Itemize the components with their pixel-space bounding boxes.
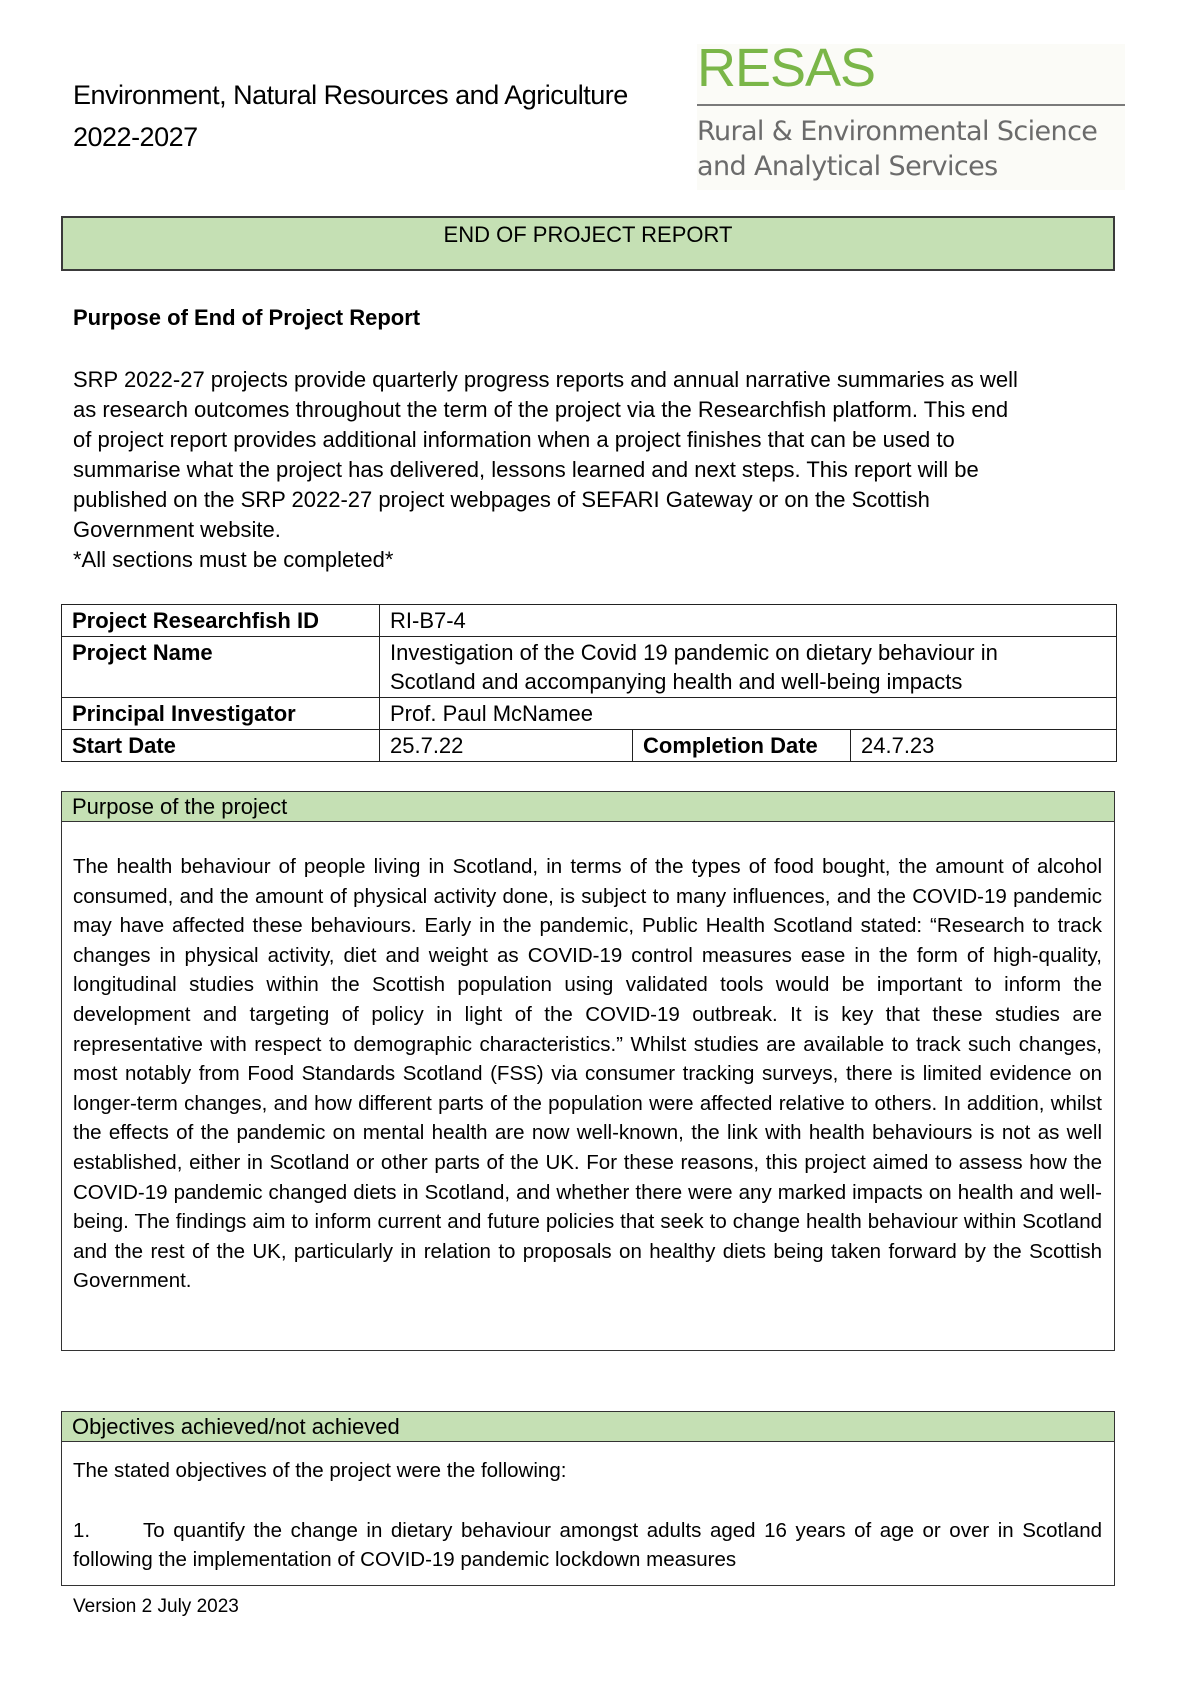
header-title-line1: Environment, Natural Resources and Agriculture	[73, 80, 628, 110]
logo-divider	[697, 104, 1125, 106]
table-row	[62, 605, 1117, 637]
objective-number: 1.	[73, 1518, 91, 1542]
version-footer: Version 2 July 2023	[73, 1596, 239, 1617]
table-row	[62, 698, 1117, 730]
purpose-report-note: *All sections must be completed*	[73, 547, 394, 572]
principal-investigator-value: Prof. Paul McNamee	[380, 698, 1117, 730]
purpose-project-text: The health behaviour of people living in Scotland, in terms of the types of food bought, the amount of alcohol consumed, and the amount of physical activity done, is subject to many influences, and the COVID-19 pandemic may have affected these behaviours. Early in the pandemic, Public Health Scotland stated: “Research to track changes in physical activity, diet and weight as COVID-19 control measures ease in the form of high-quality, longitudinal studies within the Scottish population using validated tools would be important to inform the development and targeting of policy in light of the COVID-19 outbreak. It is key that these studies are representative with respect to demographic characteristics.” Whilst studies are available to track such changes, most notably from Food Standards Scotland (FSS) via consumer tracking surveys, there is limited evidence on longer-term changes, and how different parts of the population were affected relative to others. In addition, whilst the effects of the pandemic on mental health are now well-known, the link with health behaviours is not as well established, either in Scotland or other parts of the UK. For these reasons, this project aimed to assess how the COVID-19 pandemic changed diets in Scotland, and whether there were any marked impacts on health and well-being. The findings aim to inform current and future policies that seek to change health behaviour within Scotland and the rest of the UK, particularly in relation to proposals on healthy diets being taken forward by the Scottish Government.	[73, 855, 1102, 1293]
completion-date-label: Completion Date	[633, 730, 851, 762]
table-row	[62, 730, 1117, 762]
purpose-report-line: of project report provides additional information when a project finishes that can be used to	[73, 427, 955, 452]
header-title-line2: 2022-2027	[73, 122, 198, 152]
principal-investigator-label: Principal Investigator	[62, 698, 380, 730]
objective-text: To quantify the change in dietary behaviour amongst adults aged 16 years of age or over in Scotland following the implementation of COVID-19 pandemic lockdown measures	[73, 1518, 1102, 1572]
resas-logo	[697, 38, 1125, 190]
objectives-intro: The stated objectives of the project were the following:	[73, 1459, 567, 1482]
researchfish-id-label: Project Researchfish ID	[62, 605, 380, 637]
report-title: END OF PROJECT REPORT	[443, 222, 733, 247]
objectives-heading: Objectives achieved/not achieved	[62, 1412, 1114, 1442]
completion-date-value: 24.7.23	[851, 730, 1117, 762]
purpose-project-heading: Purpose of the project	[62, 792, 1114, 822]
logo-subtitle	[697, 114, 1097, 184]
logo-subtitle-line1: Rural & Environmental Science	[697, 116, 1098, 147]
table-row	[62, 637, 1117, 698]
purpose-report-line: summarise what the project has delivered, lessons learned and next steps. This report will be	[73, 457, 979, 482]
start-date-label: Start Date	[62, 730, 380, 762]
project-name-value: Investigation of the Covid 19 pandemic on dietary behaviour in Scotland and accompanying health and well-being impacts	[380, 637, 1117, 698]
start-date-value: 25.7.22	[380, 730, 633, 762]
purpose-project-section	[61, 791, 1115, 1351]
logo-acronym: RESAS	[697, 38, 876, 98]
purpose-report-line: published on the SRP 2022-27 project webpages of SEFARI Gateway or on the Scottish	[73, 487, 930, 512]
researchfish-id-value: RI-B7-4	[380, 605, 1117, 637]
objective-item	[73, 1516, 1102, 1575]
purpose-report-line: Government website.	[73, 517, 281, 542]
document-header-title	[73, 74, 628, 158]
purpose-report-line: SRP 2022-27 projects provide quarterly progress reports and annual narrative summaries as well	[73, 367, 1018, 392]
report-title-banner	[61, 216, 1115, 271]
project-name-label: Project Name	[62, 637, 380, 698]
project-info-table	[61, 604, 1117, 762]
objectives-section	[61, 1411, 1115, 1586]
purpose-report-heading: Purpose of End of Project Report	[73, 305, 421, 330]
logo-subtitle-line2: and Analytical Services	[697, 151, 998, 182]
purpose-report-body	[73, 365, 1123, 575]
purpose-report-line: as research outcomes throughout the term of the project via the Researchfish platform. This end	[73, 397, 1009, 422]
